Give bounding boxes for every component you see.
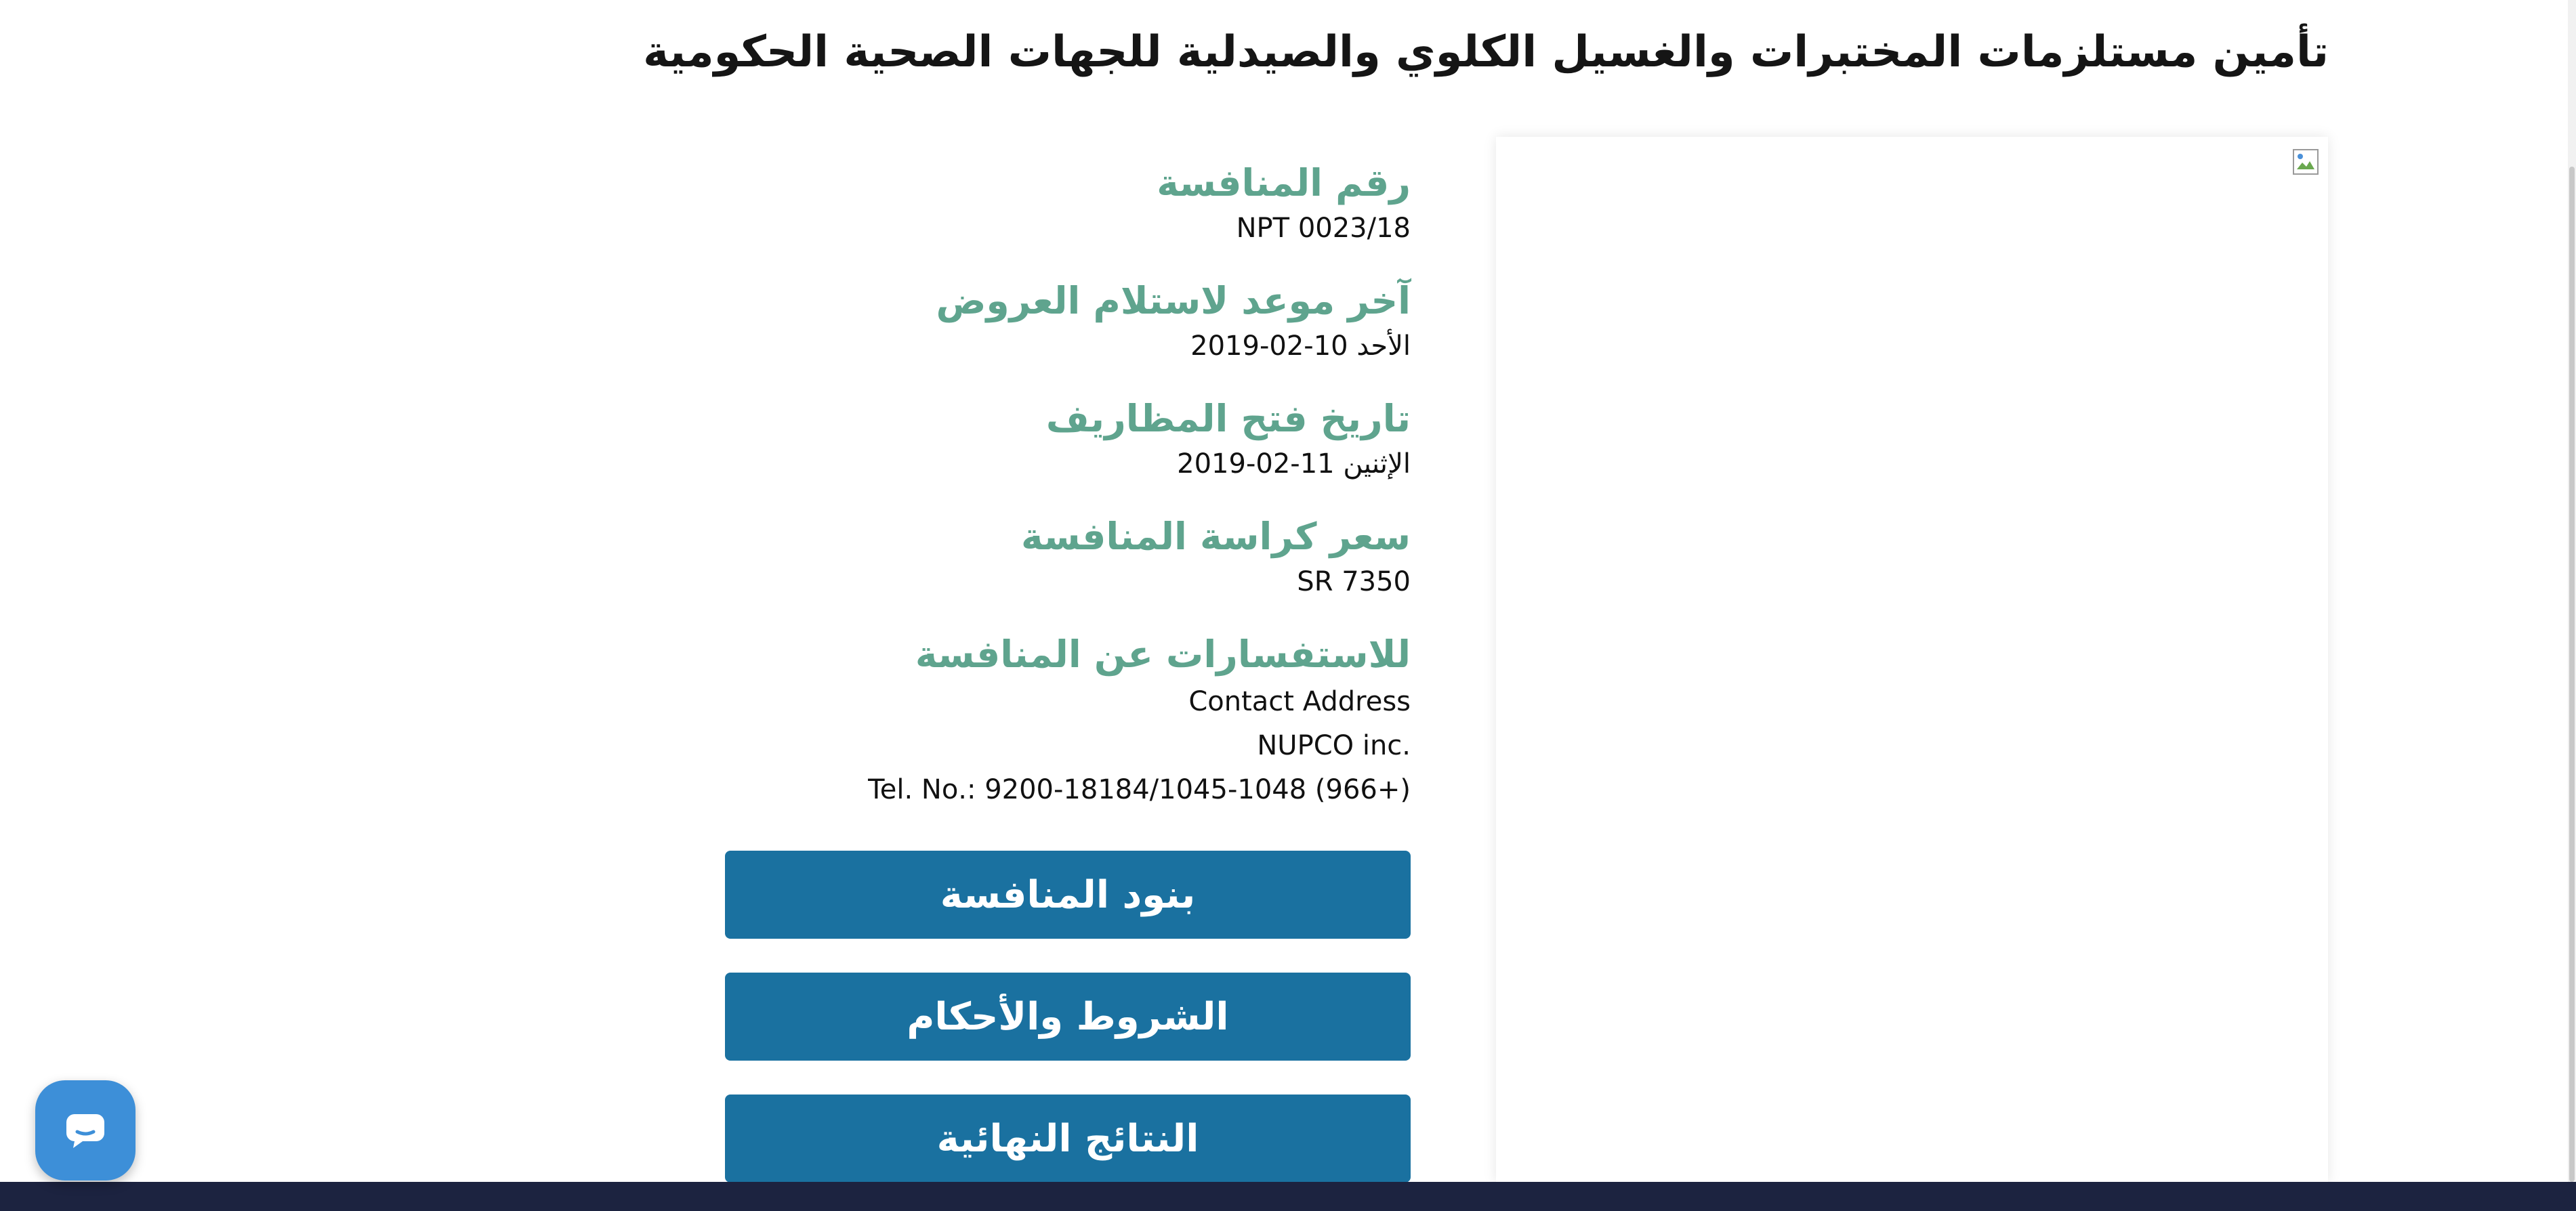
tender-image-card [1496, 137, 2328, 1183]
booklet-price-value: SR 7350 [1297, 566, 1411, 597]
tender-info [665, 157, 1411, 812]
page-title: تأمين مستلزمات المختبرات والغسيل الكلوي والصيدلية للجهات الصحية الحكومية [643, 27, 2329, 77]
chat-bubble-icon [65, 1111, 106, 1149]
terms-conditions-button[interactable]: الشروط والأحكام [725, 973, 1411, 1061]
deadline-label: آخر موعد لاستلام العروض [936, 279, 1411, 322]
scrollbar-thumb[interactable] [2569, 167, 2575, 1182]
inquiries-label: للاستفسارات عن المنافسة [915, 633, 1411, 676]
tender-items-button[interactable]: بنود المنافسة [725, 851, 1411, 939]
tender-number-label: رقم المنافسة [1157, 161, 1411, 205]
broken-image-icon [2293, 149, 2319, 175]
final-results-button[interactable]: النتائج النهائية [725, 1095, 1411, 1183]
booklet-price-label: سعر كراسة المنافسة [1021, 515, 1411, 558]
opening-date-label: تاريخ فتح المظاريف [1045, 397, 1411, 440]
tender-number-value: NPT 0023/18 [1236, 213, 1411, 244]
chat-button[interactable] [35, 1080, 136, 1181]
contact-company: .NUPCO inc [1257, 730, 1411, 761]
contact-address: Contact Address [1188, 686, 1411, 717]
opening-date-value: الإثنين 11-02-2019 [1177, 448, 1411, 480]
contact-phone: (+966) 9200-18184/1045-1048 :.Tel. No [868, 774, 1411, 805]
footer-bar [0, 1182, 2576, 1211]
page-scrollbar[interactable] [2568, 0, 2576, 1182]
tender-actions [725, 851, 1411, 1211]
deadline-value: الأحد 10-02-2019 [1190, 331, 1411, 362]
